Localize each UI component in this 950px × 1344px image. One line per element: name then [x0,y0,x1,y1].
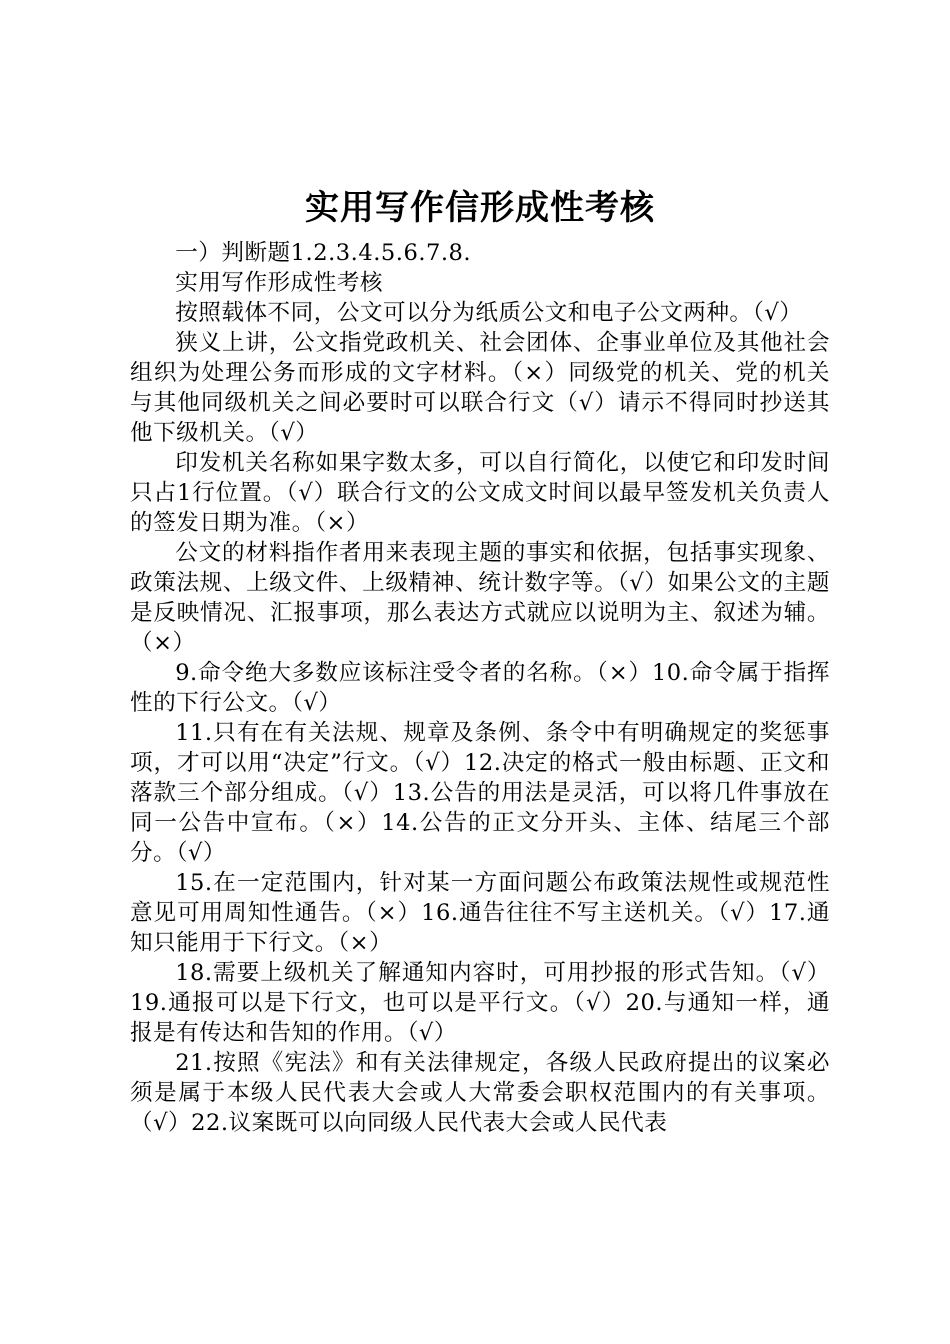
document-page [130,186,830,1138]
paragraph-3: 按照载体不同，公文可以分为纸质公文和电子公文两种。（√） [175,300,803,326]
paragraph-6: 公文的材料指作者用来表现主题的事实和依据，包括事实现象、政策法规、上级文件、上级精神、统计数字等。（√）如果公文的主题是反映情况、汇报事项，那么表达方式就应以说明为主、叙述为辅。（×） [130,540,830,656]
paragraph-7: 9.命令绝大多数应该标注受令者的名称。（×）10.命令属于指挥性的下行公文。（√） [130,660,830,716]
paragraph-10: 18.需要上级机关了解通知内容时，可用抄报的形式告知。（√）19.通报可以是下行文，也可以是平行文。（√）20.与通知一样，通报是有传达和告知的作用。（√） [130,960,830,1046]
paragraph-11: 21.按照《宪法》和有关法律规定，各级人民政府提出的议案必须是属于本级人民代表大会或人大常委会职权范围内的有关事项。（√）22.议案既可以向同级人民代表大会或人民代表 [130,1050,830,1136]
paragraph-4: 狭义上讲，公文指党政机关、社会团体、企事业单位及其他社会组织为处理公务而形成的文字材料。（×）同级党的机关、党的机关与其他同级机关之间必要时可以联合行文（√）请示不得同时抄送其他下级机关。（√） [130,330,830,446]
document-title: 实用写作信形成性考核 [305,188,655,228]
paragraph-8: 11.只有在有关法规、规章及条例、条令中有明确规定的奖惩事项，才可以用“决定”行文。（√）12.决定的格式一般由标题、正文和落款三个部分组成。（√）13.公告的用法是灵活，可以将几件事放在同一公告中宣布。（×）14.公告的正文分开头、主体、结尾三个部分。（√） [130,720,830,866]
paragraph-9: 15.在一定范围内，针对某一方面问题公布政策法规性或规范性意见可用周知性通告。（×）16.通告往往不写主送机关。（√）17.通知只能用于下行文。（×） [130,870,830,956]
paragraph-2: 实用写作形成性考核 [175,270,384,296]
paragraph-5: 印发机关名称如果字数太多，可以自行简化，以使它和印发时间只占1行位置。（√）联合行文的公文成文时间以最早签发机关负责人的签发日期为准。（×） [130,450,830,536]
paragraph-1: 一）判断题1.2.3.4.5.6.7.8. [175,240,472,266]
